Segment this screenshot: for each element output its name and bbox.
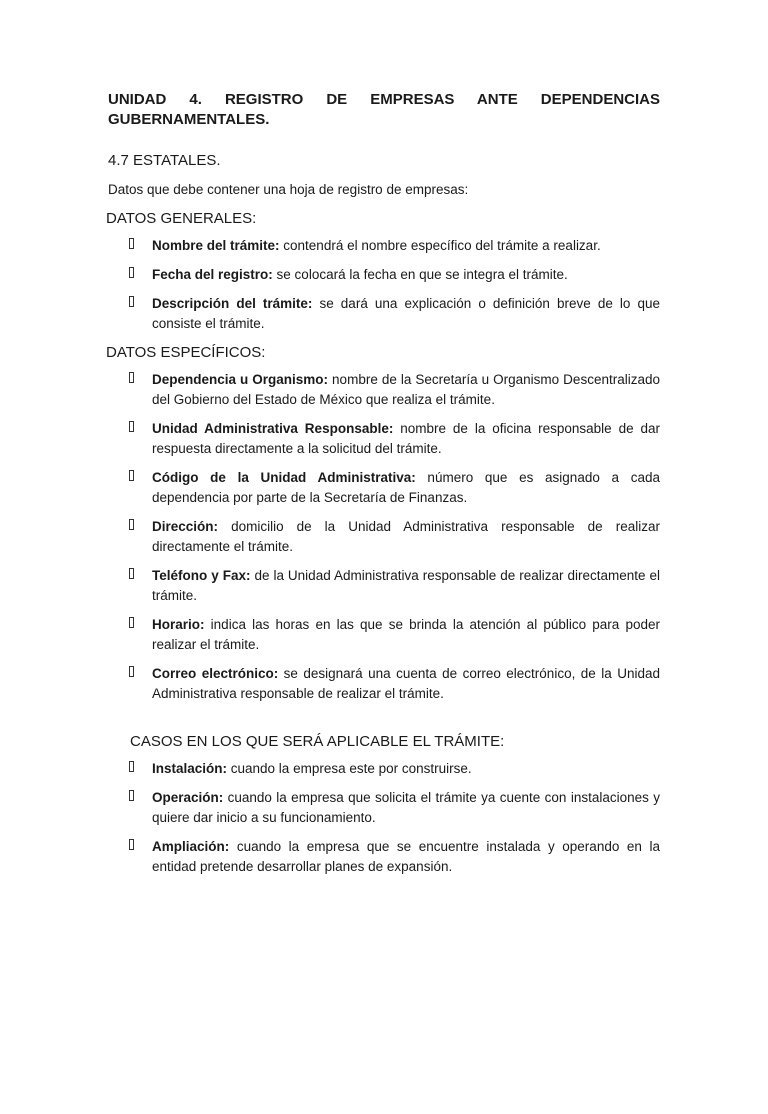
bullet-icon (129, 666, 134, 677)
list-item (108, 566, 660, 606)
list-item (108, 517, 660, 557)
bullet-icon (129, 839, 134, 850)
item-text: cuando la empresa que se encuentre instalada y operando en la entidad pretende desarrollar planes de expansión. (152, 839, 660, 874)
item-text: nombre de la Secretaría u Organismo Descentralizado del Gobierno del Estado de México que realiza el trámite. (152, 372, 660, 407)
list-item (108, 265, 660, 285)
item-text: nombre de la oficina responsable de dar respuesta directamente a la solicitud del trámite. (152, 421, 661, 456)
specific-data-list (108, 370, 660, 704)
item-text: se colocará la fecha en que se integra el trámite. (272, 267, 568, 282)
bullet-icon (129, 617, 134, 628)
specific-data-heading: DATOS ESPECÍFICOS: (106, 344, 266, 361)
item-text: número que es asignado a cada dependencia por parte de la Secretaría de Finanzas. (152, 470, 660, 505)
cases-list (108, 759, 660, 877)
document-page (0, 90, 768, 1114)
item-text: se designará una cuenta de correo electrónico, de la Unidad Administrativa responsable de realizar el trámite. (152, 666, 660, 701)
list-item (108, 294, 660, 334)
bullet-icon (129, 296, 134, 307)
bullet-icon (129, 519, 134, 530)
item-text: indica las horas en las que se brinda la atención al público para poder realizar el trámite. (152, 617, 660, 652)
item-term: Fecha del registro: (152, 267, 273, 282)
list-item (108, 236, 660, 256)
list-item (108, 468, 660, 508)
item-term: Código de la Unidad Administrativa: (152, 470, 416, 485)
item-text: se dará una explicación o definición breve de lo que consiste el trámite. (152, 296, 660, 331)
intro-paragraph: Datos que debe contener una hoja de registro de empresas: (108, 182, 469, 197)
item-term: Dirección: (152, 519, 219, 534)
item-term: Horario: (152, 617, 205, 632)
bullet-icon (129, 568, 134, 579)
section-subtitle: 4.7 ESTATALES. (108, 152, 221, 169)
item-term: Instalación: (152, 761, 228, 776)
list-item (108, 370, 660, 410)
bullet-icon (129, 267, 134, 278)
bullet-icon (129, 790, 134, 801)
item-text: contendrá el nombre específico del trámite a realizar. (279, 238, 601, 253)
list-item (108, 788, 660, 828)
bullet-icon (129, 761, 134, 772)
list-item (108, 759, 660, 779)
item-term: Descripción del trámite: (152, 296, 313, 311)
bullet-icon (129, 238, 134, 249)
bullet-icon (129, 421, 134, 432)
bullet-icon (129, 470, 134, 481)
item-term: Operación: (152, 790, 224, 805)
bullet-icon (129, 372, 134, 383)
item-term: Dependencia u Organismo: (152, 372, 329, 387)
list-item (108, 419, 660, 459)
list-item (108, 837, 660, 877)
item-text: domicilio de la Unidad Administrativa responsable de realizar directamente el trámite. (152, 519, 660, 554)
item-term: Nombre del trámite: (152, 238, 280, 253)
page-title: UNIDAD 4. REGISTRO DE EMPRESAS ANTE DEPENDENCIAS GUBERNAMENTALES. (108, 91, 660, 128)
item-text: cuando la empresa este por construirse. (227, 761, 472, 776)
item-term: Correo electrónico: (152, 666, 279, 681)
general-data-list (108, 236, 660, 334)
list-item (108, 615, 660, 655)
list-item (108, 664, 660, 704)
item-text: de la Unidad Administrativa responsable de realizar directamente el trámite. (152, 568, 660, 603)
cases-heading: CASOS EN LOS QUE SERÁ APLICABLE EL TRÁMITE: (130, 733, 505, 750)
general-data-heading: DATOS GENERALES: (106, 210, 257, 227)
item-text: cuando la empresa que solicita el trámite ya cuente con instalaciones y quiere dar inicio a su funcionamiento. (152, 790, 660, 825)
item-term: Ampliación: (152, 839, 230, 854)
item-term: Unidad Administrativa Responsable: (152, 421, 394, 436)
item-term: Teléfono y Fax: (152, 568, 251, 583)
